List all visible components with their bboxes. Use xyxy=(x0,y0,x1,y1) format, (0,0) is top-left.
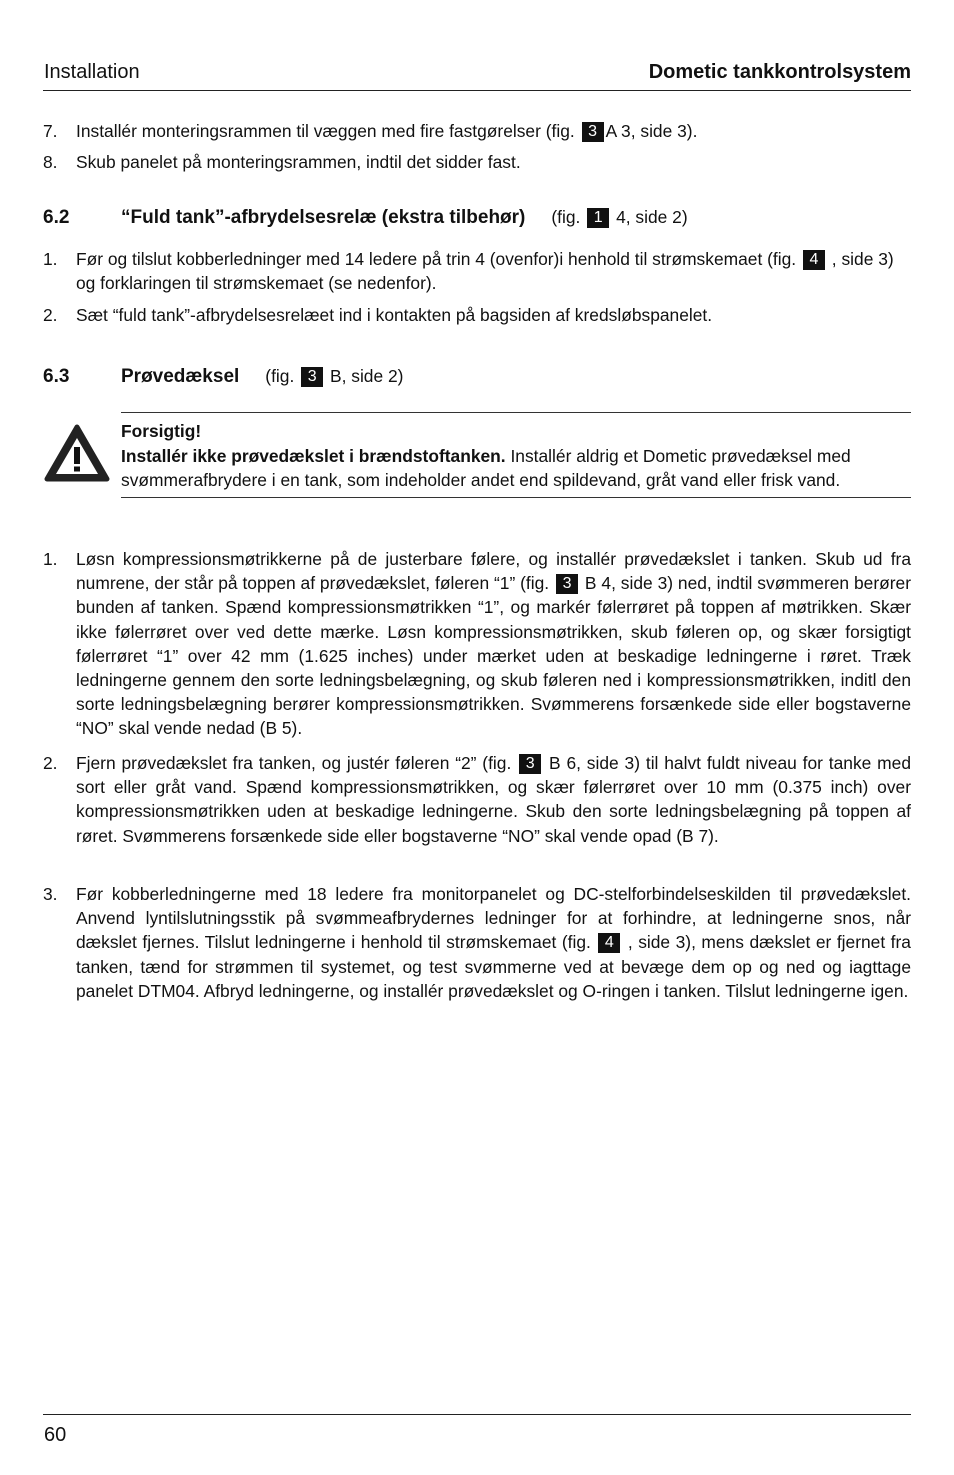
page-header xyxy=(43,58,911,91)
step-8 xyxy=(43,150,911,174)
caution-title: Forsigtig! xyxy=(121,421,202,441)
step-text: Løsn kompressionsmøtrikkerne på de justerbare følere, og installér prøvedækslet i tanken. Skub ud fra numrene, der står på toppen af prøvedækslet, føleren “1” (fig. 3 B 4, side 3) ned, indtil svømmeren berører bunden af tanken. Spænd kompressionsmøtrikken “1”, og markér følerrøret på toppen af møtrikken. Skær ikke følerrøret over ved dette mærke. Løsn kompressionsmøtrikken, skub føleren op, og skær forsigtigt følerrøret “1” over 42 mm (1.625 inches) under mærket uden at beskadige ledningerne i røret. Træk ledningerne gennem den sorte ledningsbelægning, og skub føleren ned i kompressionsmøtrikken, inditl den sorte ledningsbelægning berører kompressionsmøtrikken. Svømmerens forsænkede side eller bogstaverne “NO” skal vende nedad (B 5). xyxy=(76,549,911,739)
section-title: “Fuld tank”-afbrydelsesrelæ (ekstra tilbehør) xyxy=(121,207,526,228)
step-text: Før kobberledningerne med 18 ledere fra monitorpanelet og DC-stelforbindelseskilden til prøvedækslet. Anvend lyntilslutningsstik på svømmeafbrydernes ledninger for at forhindre, at ledningerne snos, når dækslet fjernes. Tilslut ledningerne i henhold til strømskemaet (fig. 4 , side 3), mens dækslet er fjernet fra tanken, tænd for strømmen til systemet, og test svømmerne ved at bevæge dem op og ned og iagttage panelet DTM04. Afbryd ledningerne, og installér prøvedækslet og O-ringen i tanken. Tilslut ledningerne igen. xyxy=(76,884,911,1001)
figure-reference-box: 1 xyxy=(587,208,609,228)
header-section-title: Installation xyxy=(44,61,140,83)
step-number: 3. xyxy=(43,884,58,904)
section-number: 6.2 xyxy=(43,207,70,228)
section-figure-reference: (fig. 3 B, side 2) xyxy=(265,366,404,386)
figure-reference-box: 3 xyxy=(301,367,323,387)
caution-text: Installér ikke prøvedækslet i brændstoftanken. Installér aldrig et Dometic prøvedæksel med svømmerafbrydere i en tank, som indeholder andet end spildevand, gråt vand eller frisk vand. xyxy=(121,446,851,491)
step-7 xyxy=(43,119,911,143)
step-text: Fjern prøvedækslet fra tanken, og justér føleren “2” (fig. 3 B 6, side 3) til halvt fuldt niveau for tanke med sort eller gråt vand. Spænd kompressionsmøtrikken, og skær følerrøret over 10 mm (0.375 inch) over kompressionsmøtrikken uden at beskadige ledningerne. Skub den sorte ledningsbelægning på toppen af røret. Svømmerens forsænkede side eller bogstaverne “NO” skal vende opad (B 7). xyxy=(76,753,912,846)
step-text: Før og tilslut kobberledninger med 14 ledere på trin 4 (ovenfor)i henhold til strømskemaet (fig. 4 , side 3) og forklaringen til strømskemaet (se nedenfor). xyxy=(76,249,894,294)
step-number: 1. xyxy=(43,249,58,269)
page-number: 60 xyxy=(44,1424,67,1446)
step-text: Skub panelet på monteringsrammen, indtil det sidder fast. xyxy=(76,152,521,172)
section-figure-reference: (fig. 1 4, side 2) xyxy=(551,207,688,227)
step-text: Sæt “fuld tank”-afbrydelsesrelæet ind i kontakten på bagsiden af kredsløbspanelet. xyxy=(76,305,713,325)
step-number: 2. xyxy=(43,305,58,325)
step-text: Installér monteringsrammen til væggen med fire fastgørelser (fig. 3 A 3, side 3). xyxy=(76,121,698,141)
step-number: 8. xyxy=(43,152,58,172)
section-number: 6.3 xyxy=(43,366,70,387)
section-heading-6-3 xyxy=(43,366,403,388)
section-6-3-item-1 xyxy=(43,547,911,741)
warning-triangle-icon xyxy=(43,421,111,485)
caution-box xyxy=(121,412,911,498)
page-footer xyxy=(43,1414,911,1446)
figure-reference-box: 4 xyxy=(598,933,620,953)
figure-reference-box: 3 xyxy=(582,122,604,142)
step-number: 1. xyxy=(43,549,58,569)
section-6-2-item-2 xyxy=(43,303,911,327)
section-6-3-item-3 xyxy=(43,882,911,1003)
section-6-2-item-1 xyxy=(43,247,911,295)
figure-reference-box: 3 xyxy=(519,754,541,774)
figure-reference-box: 3 xyxy=(556,574,578,594)
step-number: 2. xyxy=(43,753,58,773)
section-6-3-item-2 xyxy=(43,751,911,848)
step-number: 7. xyxy=(43,121,58,141)
section-heading-6-2 xyxy=(43,207,688,229)
header-document-title: Dometic tankkontrolsystem xyxy=(648,61,911,83)
section-title: Prøvedæksel xyxy=(121,366,240,387)
figure-reference-box: 4 xyxy=(803,250,825,270)
